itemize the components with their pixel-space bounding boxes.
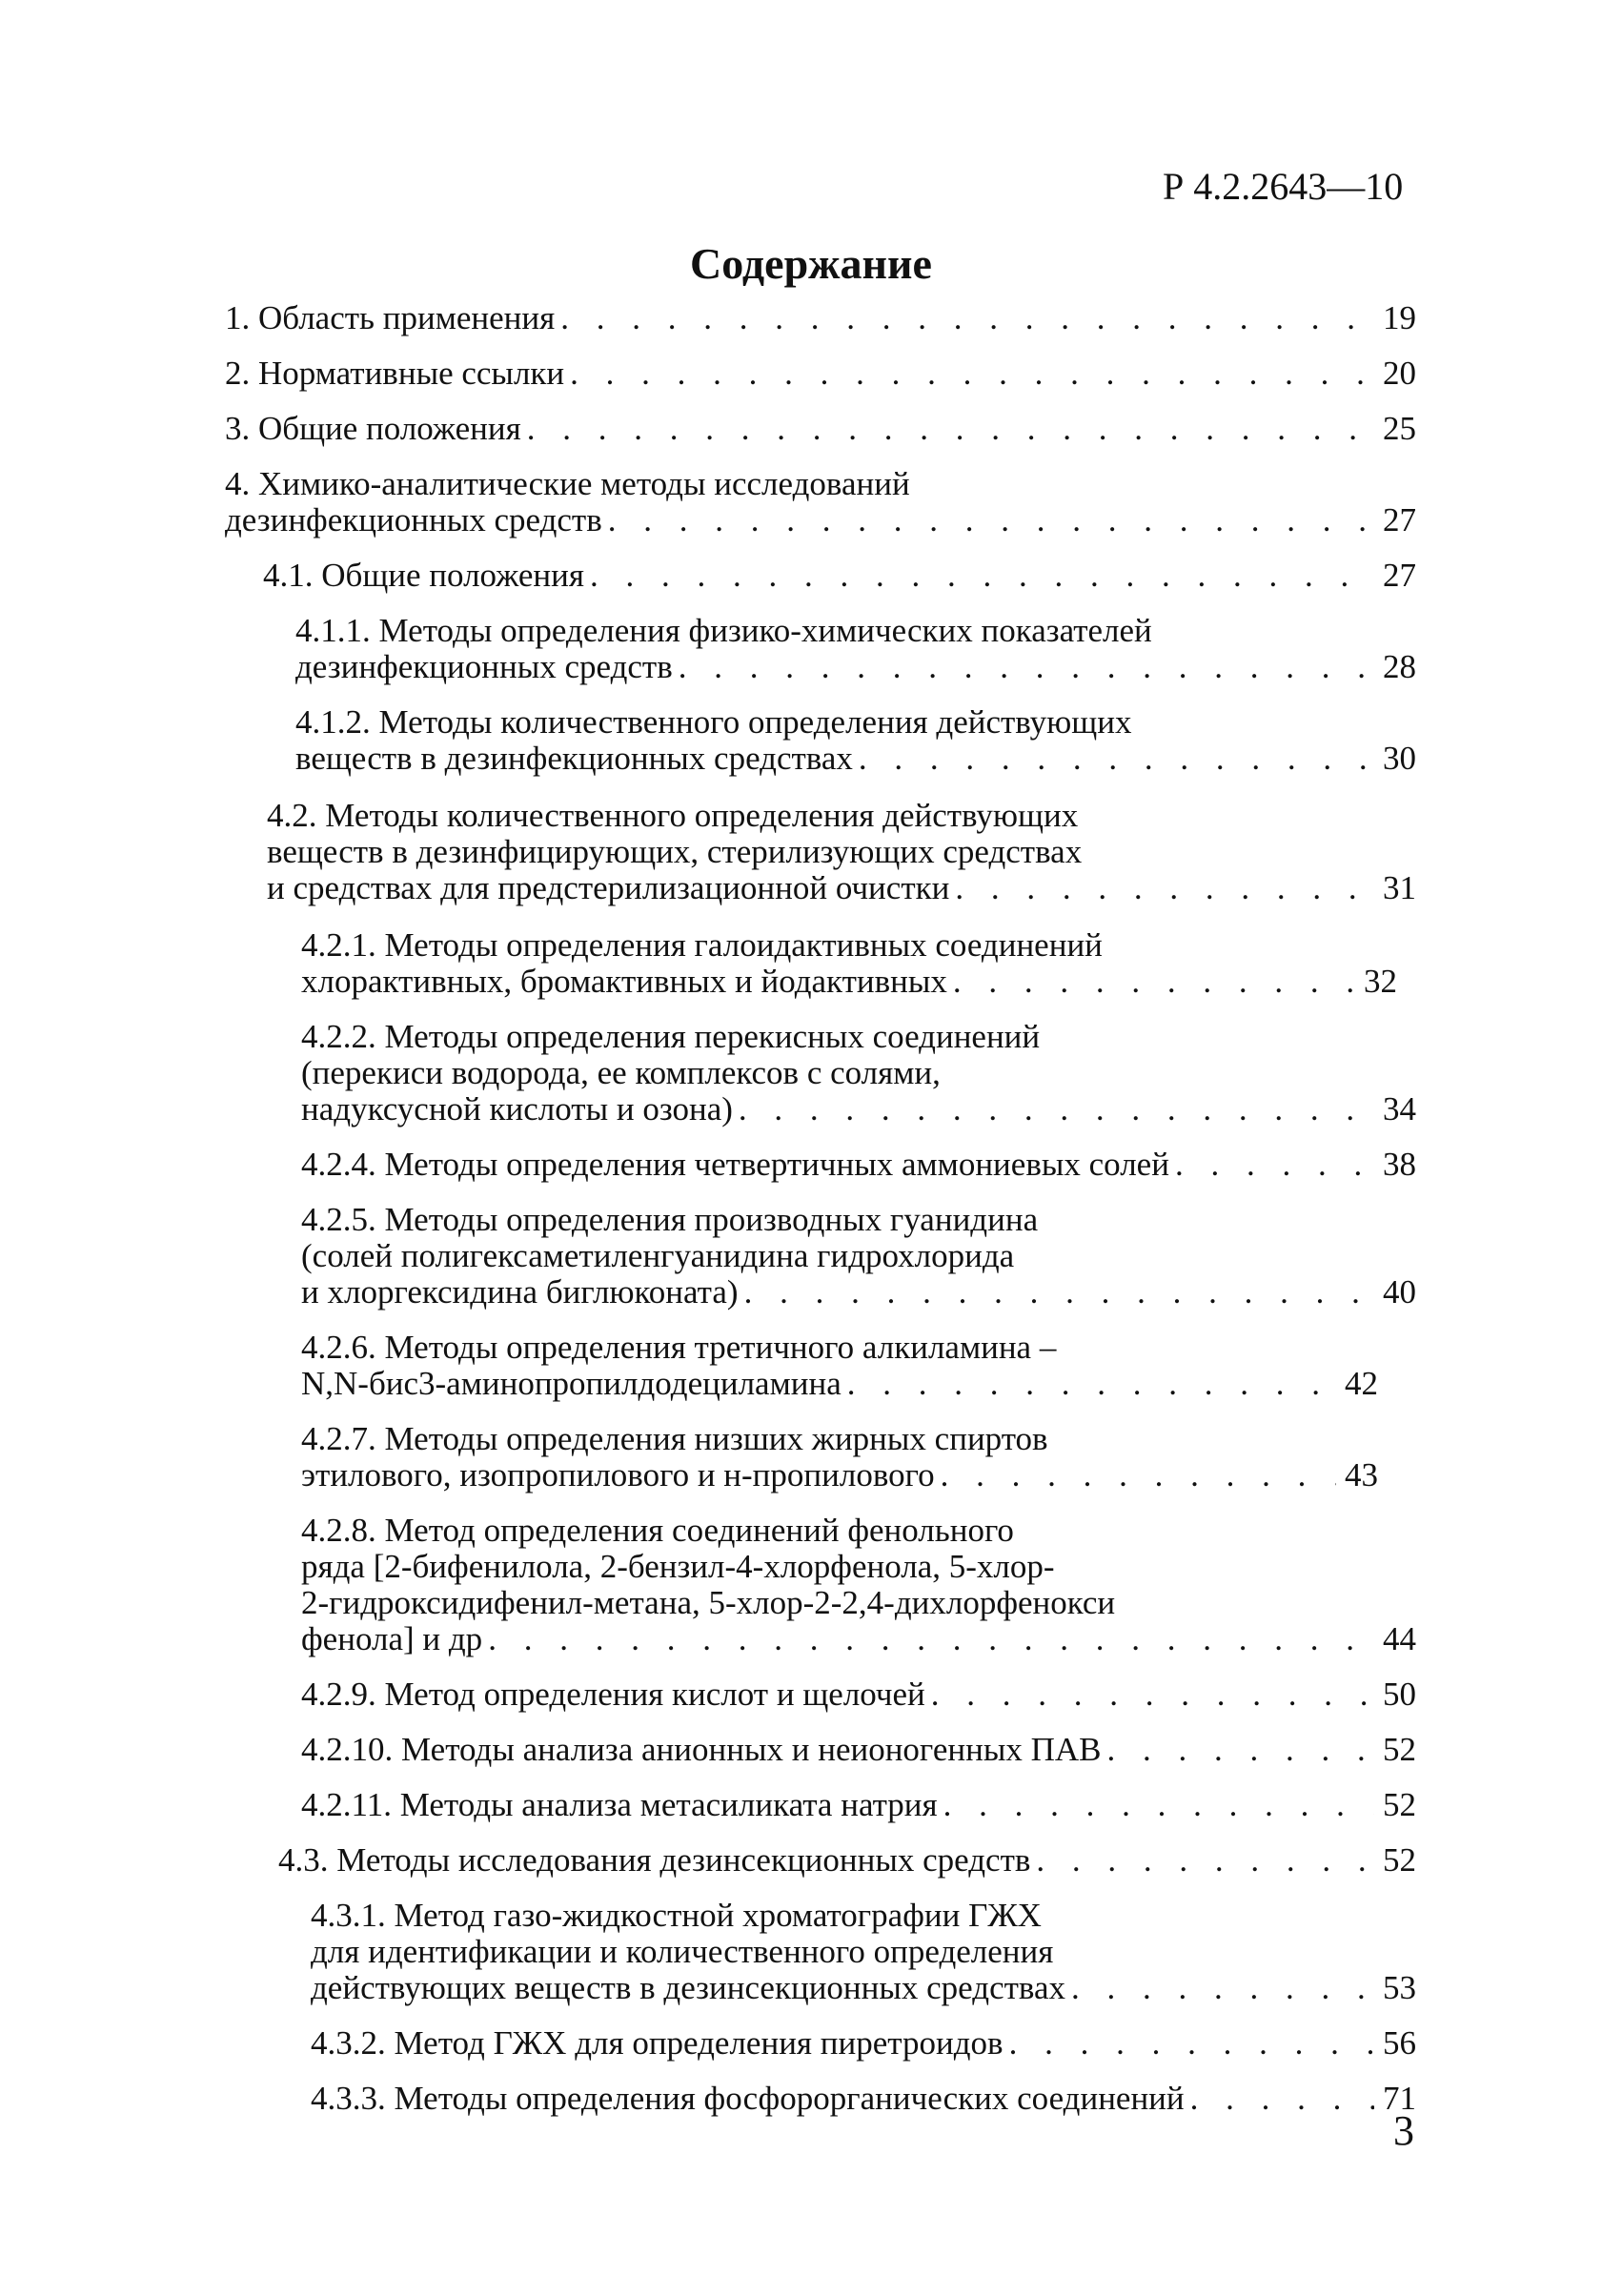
toc-entry-last-line [301,1676,1416,1713]
toc-entry[interactable] [301,1676,1416,1713]
toc-page-number: 31 [1383,869,1416,906]
toc-entry-text: веществ в дезинфекционных средствах [295,740,853,777]
toc-entry-text: 4.2.8. Метод определения соединений фенольного [301,1512,1014,1549]
toc-entry-last-line [278,1842,1416,1879]
toc-entry-text: ряда [2-бифенилола, 2-бензил-4-хлорфенола, 5-хлор- [301,1548,1055,1585]
toc-entry[interactable] [311,2025,1416,2062]
toc-entry-text: и хлоргексидина биглюконата) [301,1273,739,1311]
toc-entry[interactable] [278,1842,1416,1879]
toc-entry-text: хлорактивных, бромактивных и йодактивных [301,963,947,1000]
toc-entry-text: 4.2.7. Методы определения низших жирных спиртов [301,1420,1048,1457]
toc-entry-text: 4.3.1. Метод газо-жидкостной хроматографии ГЖХ [311,1897,1042,1934]
dot-leader [482,1621,1374,1657]
toc-entry-text: 4.2.6. Методы определения третичного алкиламина – [301,1329,1057,1366]
toc-entry-line [301,1238,1416,1274]
toc-entry-last-line [301,1732,1416,1768]
toc-page-number: 56 [1383,2024,1416,2062]
toc-entry-last-line [301,1274,1416,1311]
toc-page-number: 32 [1364,963,1397,1000]
toc-page-number: 71 [1383,2080,1416,2117]
toc-page-number: 42 [1345,1365,1378,1402]
toc-page-number: 25 [1383,410,1416,447]
dot-leader [935,1457,1336,1493]
toc-entry-last-line [301,964,1397,1000]
toc-entry-text: 4.2.9. Метод определения кислот и щелочей [301,1676,925,1713]
toc-entry[interactable] [301,1147,1416,1183]
toc-entry[interactable] [301,1787,1416,1823]
toc-entry-last-line [295,741,1416,777]
toc-entry-text: фенола] и др [301,1620,483,1657]
toc-entry-text: дезинфекционных средств [295,648,673,685]
toc-entry-text: 2. Нормативные ссылки [225,355,565,392]
toc-entry[interactable] [301,1732,1416,1768]
toc-entry-line [311,1934,1416,1970]
toc-entry[interactable] [301,1202,1416,1311]
toc-entry[interactable] [225,411,1416,447]
toc-entry-text: 2-гидроксидифенил-метана, 5-хлор-2-2,4-дихлорфенокси [301,1584,1116,1621]
toc-entry[interactable] [301,1513,1416,1657]
toc-page-number: 30 [1383,740,1416,777]
toc-entry[interactable] [295,704,1416,777]
toc-page-number: 19 [1383,299,1416,336]
toc-entry-last-line [225,356,1416,392]
dot-leader [1065,1970,1374,2006]
toc-entry-text: веществ в дезинфицирующих, стерилизующих средствах [267,833,1083,870]
dot-leader [949,870,1374,906]
dot-leader [947,964,1355,1000]
toc-entry-text: 4.2.1. Методы определения галоидактивных соединений [301,926,1103,964]
toc-entry-last-line [311,2025,1416,2062]
toc-entry[interactable] [311,1898,1416,2006]
toc-entry[interactable] [301,927,1397,1000]
dot-leader [853,741,1374,777]
toc-page-number: 20 [1383,355,1416,392]
toc-entry-text: этилового, изопропилового и н-пропилового [301,1456,935,1493]
toc-entry-line [295,613,1416,649]
toc-entry-line [311,1898,1416,1934]
dot-leader [733,1091,1374,1128]
toc-entry-last-line [301,1366,1378,1402]
toc-entry-last-line [267,870,1416,906]
toc-entry-line [301,1585,1416,1621]
toc-entry-text: 4.1. Общие положения [263,557,584,594]
toc-entry-text: N,N-бис3-аминопропилдодециламина [301,1365,841,1402]
toc-entry-text: (перекиси водорода, ее комплексов с солями, [301,1054,941,1091]
toc-entry-text: 4.2.2. Методы определения перекисных соединений [301,1018,1041,1055]
toc-entry-line [267,834,1416,870]
toc-page-number: 28 [1383,648,1416,685]
toc-entry-line [301,1019,1416,1055]
toc-entry-last-line [301,1787,1416,1823]
document-code: Р 4.2.2643—10 [1163,165,1404,208]
dot-leader [841,1366,1336,1402]
toc-entry[interactable] [225,356,1416,392]
toc-page-number: 52 [1383,1786,1416,1823]
dot-leader [938,1787,1374,1823]
dot-leader [1004,2025,1374,2062]
toc-page-number: 44 [1383,1620,1416,1657]
toc-entry-last-line [311,2081,1416,2117]
toc-entry-text: 4.2.10. Методы анализа анионных и неионогенных ПАВ [301,1731,1102,1768]
toc-entry-text: действующих веществ в дезинсекционных средствах [311,1969,1065,2006]
toc-entry[interactable] [225,300,1416,336]
toc-entry-last-line [301,1621,1416,1657]
toc-entry-text: 4. Химико-аналитические методы исследований [225,465,910,502]
toc-entry-last-line [295,649,1416,685]
toc-entry[interactable] [267,798,1416,906]
toc-entry-text: 4.1.2. Методы количественного определения действующих [295,703,1132,741]
toc-entry-text: 4.3. Методы исследования дезинсекционных средств [278,1841,1031,1879]
toc-title: Содержание [690,239,932,288]
toc-entry-line [267,798,1416,834]
page-number: 3 [1393,2107,1414,2154]
toc-entry-text: 4.2.11. Методы анализа метасиликата натрия [301,1786,938,1823]
toc-entry[interactable] [263,558,1416,594]
toc-page-number: 34 [1383,1090,1416,1128]
toc-entry-text: 4.3.3. Методы определения фосфорорганических соединений [311,2080,1185,2117]
toc-page-number: 38 [1383,1146,1416,1183]
toc-entry-text: 4.2.5. Методы определения производных гуанидина [301,1201,1039,1238]
toc-page-number: 40 [1383,1273,1416,1311]
toc-entry-last-line [225,411,1416,447]
toc-entry-line [301,1330,1378,1366]
toc-entry-last-line [301,1147,1416,1183]
toc-entry-text: для идентификации и количественного определения [311,1933,1054,1970]
toc-entry-text: 4.2.4. Методы определения четвертичных аммониевых солей [301,1146,1169,1183]
dot-leader [739,1274,1374,1311]
dot-leader [673,649,1374,685]
toc-entry-line [225,466,1416,502]
toc-entry-line [295,704,1416,741]
toc-page-number: 27 [1383,501,1416,538]
toc-entry-last-line [263,558,1416,594]
dot-leader [584,558,1374,594]
dot-leader [1185,2081,1374,2117]
toc-entry[interactable] [301,1019,1416,1128]
toc-entry-line [301,1421,1378,1457]
toc-entry-line [301,927,1397,964]
toc-entry-text: надуксусной кислоты и озона) [301,1090,733,1128]
dot-leader [602,502,1374,538]
toc-entry-text: 4.2. Методы количественного определения действующих [267,797,1079,834]
dot-leader [1102,1732,1375,1768]
toc-page-number: 52 [1383,1731,1416,1768]
toc-entry-line [301,1202,1416,1238]
toc-entry-line [301,1549,1416,1585]
toc-entry[interactable] [301,1421,1378,1493]
toc-entry-line [301,1513,1416,1549]
dot-leader [564,356,1374,392]
toc-entry-last-line [301,1457,1378,1493]
toc-entry[interactable] [301,1330,1378,1402]
toc-entry-text: дезинфекционных средств [225,501,602,538]
toc-entry-text: 1. Область применения [225,299,556,336]
toc-entry-text: и средствах для предстерилизационной очистки [267,869,950,906]
dot-leader [1030,1842,1374,1879]
toc-entry[interactable] [295,613,1416,685]
toc-page-number: 52 [1383,1841,1416,1879]
table-of-contents [225,300,1416,2117]
toc-entry-text: 4.3.2. Метод ГЖХ для определения пиретроидов [311,2024,1004,2062]
toc-page-number: 27 [1383,557,1416,594]
toc-page-number: 43 [1345,1456,1378,1493]
dot-leader [925,1676,1374,1713]
toc-page-number: 50 [1383,1676,1416,1713]
toc-entry-text: (солей полигексаметиленгуанидина гидрохлорида [301,1237,1015,1274]
toc-entry-last-line [225,502,1416,538]
toc-entry[interactable] [311,2081,1416,2117]
toc-page-number: 53 [1383,1969,1416,2006]
dot-leader [555,300,1374,336]
toc-entry[interactable] [225,466,1416,538]
dot-leader [1169,1147,1374,1183]
dot-leader [521,411,1374,447]
toc-entry-text: 3. Общие положения [225,410,521,447]
toc-entry-last-line [225,300,1416,336]
toc-entry-last-line [311,1970,1416,2006]
toc-entry-line [301,1055,1416,1091]
toc-entry-last-line [301,1091,1416,1128]
toc-entry-text: 4.1.1. Методы определения физико-химических показателей [295,612,1152,649]
